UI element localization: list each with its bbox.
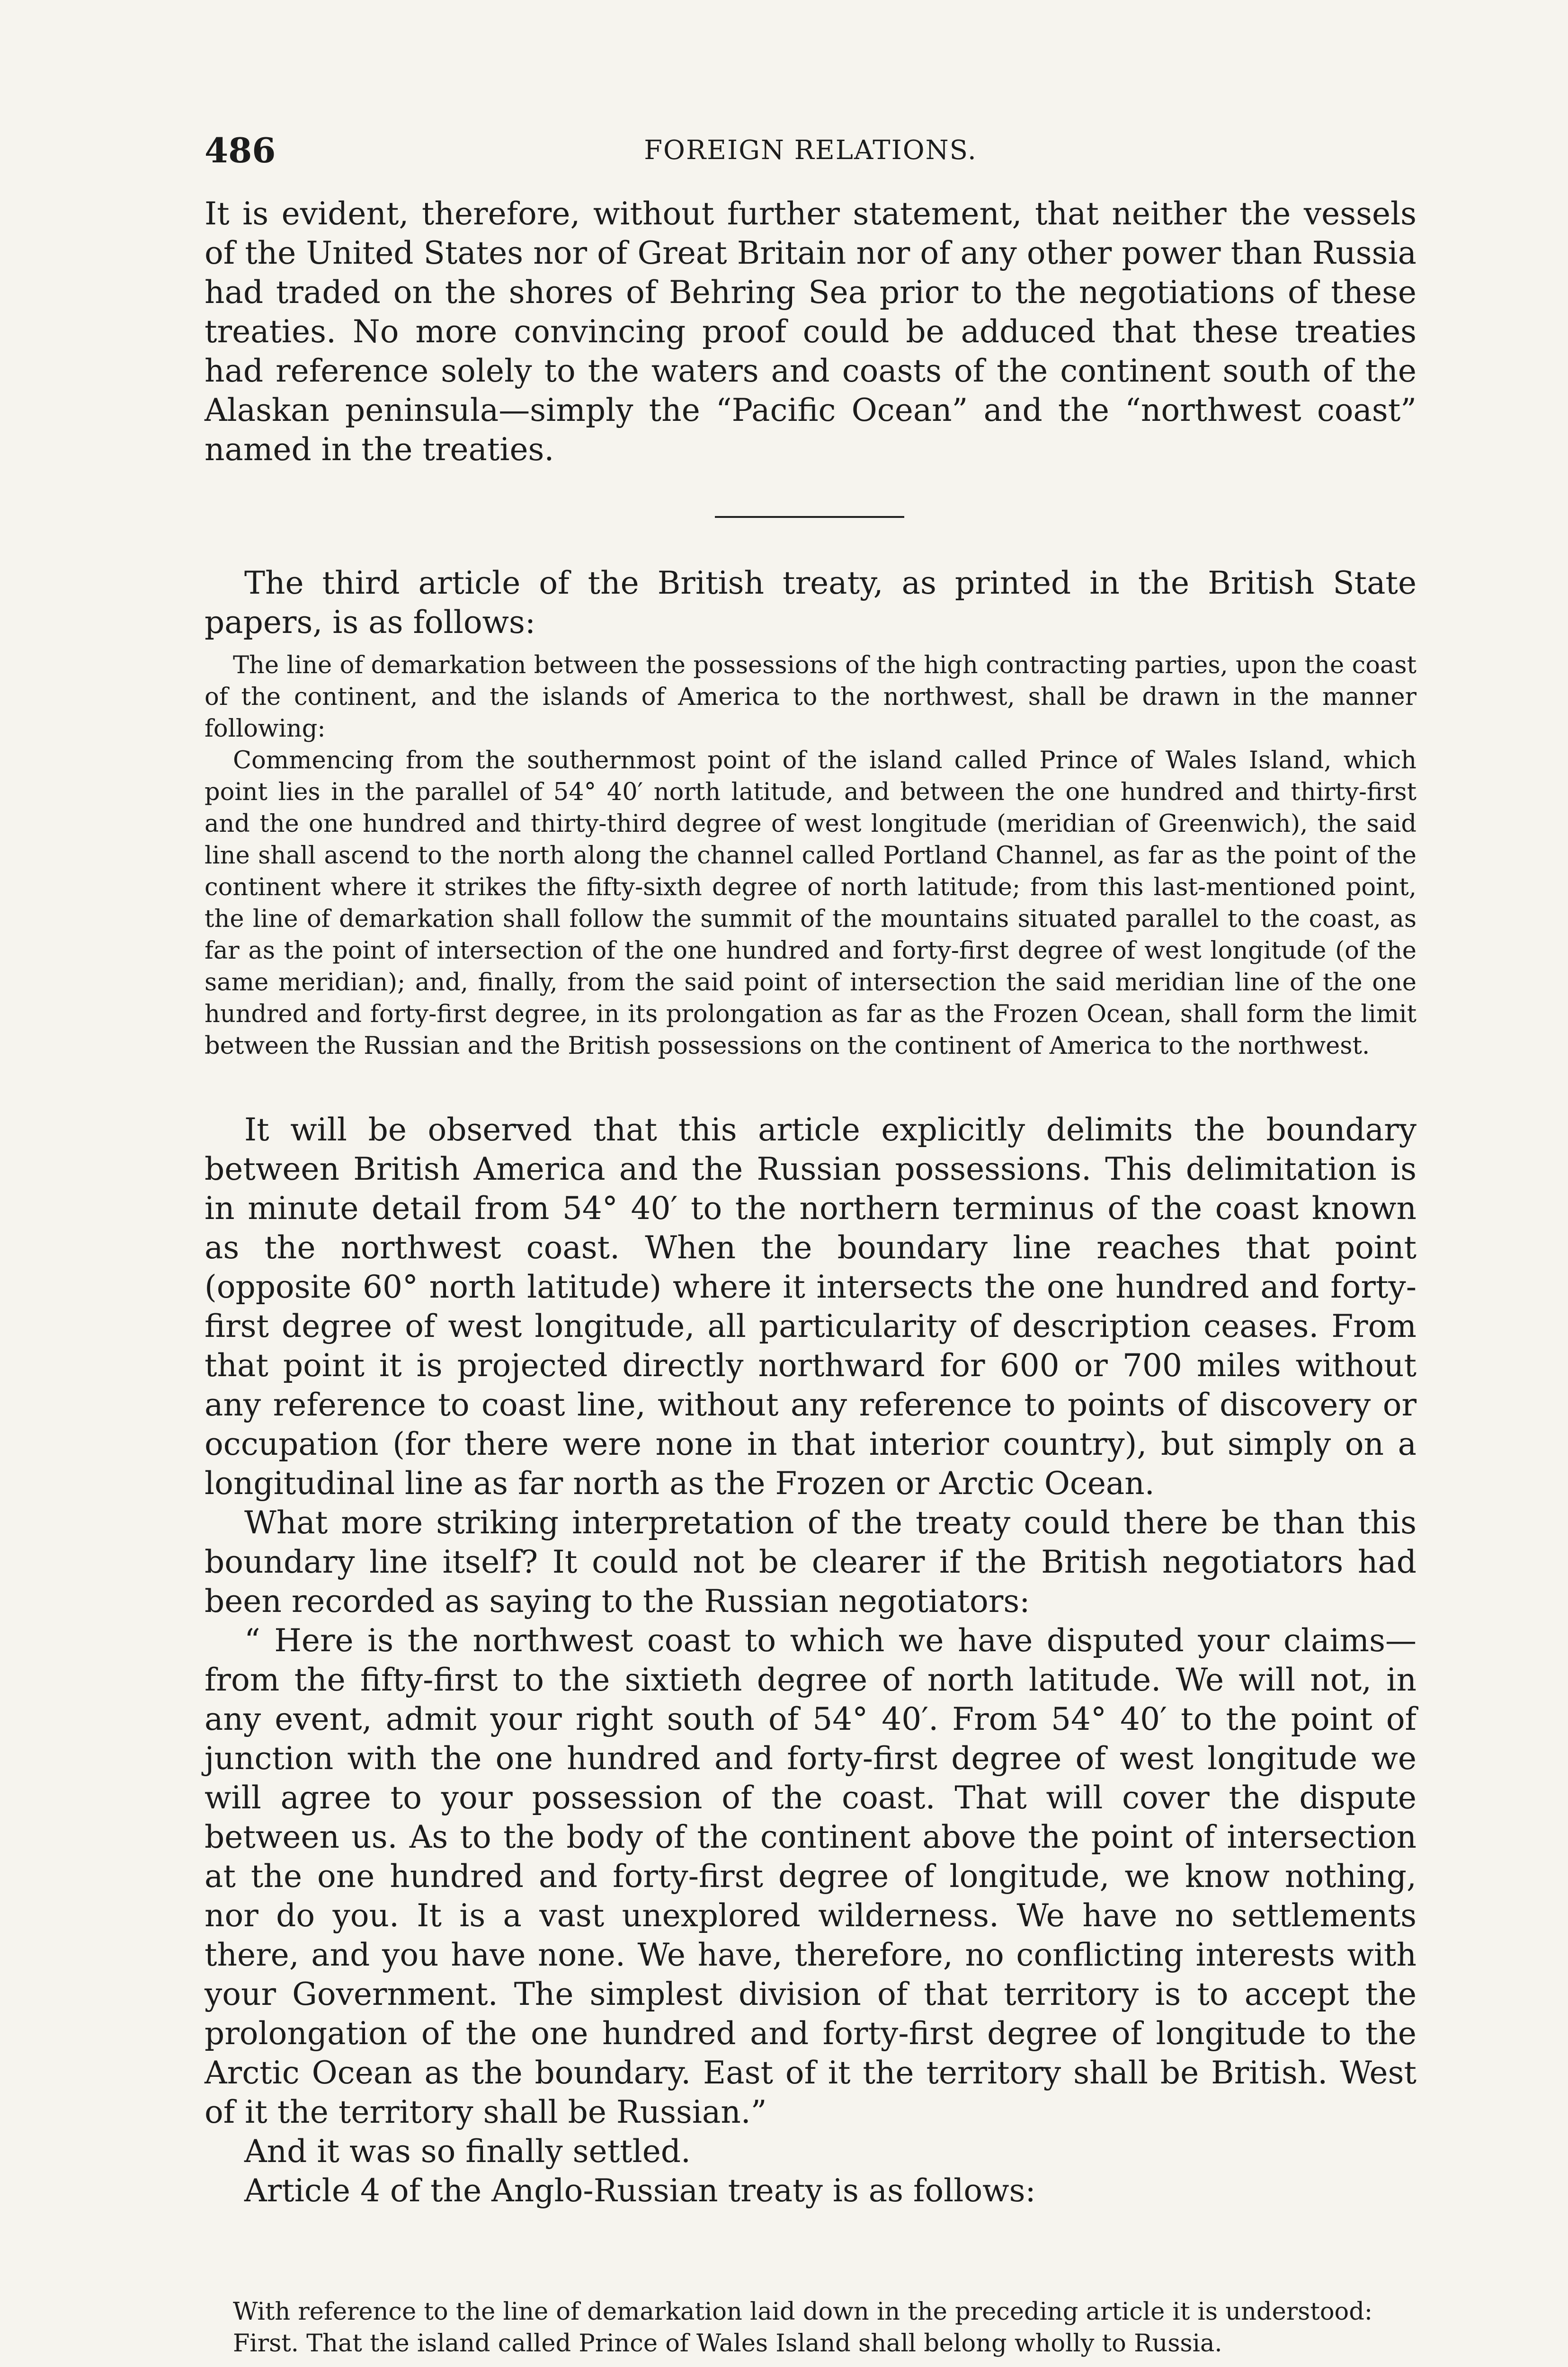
paragraph-settled: And it was so finally settled. xyxy=(244,2133,691,2170)
paragraph-third-article-intro: The third article of the British treaty, as printed in the British State papers, is as follows: xyxy=(205,565,1417,641)
paragraph-striking-interpretation: What more striking interpretation of the treaty could there be than this boundary line itself? It could not be clearer if the British negotiators had been recorded as saying to the Russian negotiators: xyxy=(205,1504,1417,1620)
paragraph-delimits-boundary: It will be observed that this article explicitly delimits the boundary between British America and the Russian possessions. This delimitation is in minute detail from 54° 40′ to the northern terminus of the coast known as the northwest coast. When the boundary line reaches that point (opposite 60° north latitude) where it intersects the one hundred and forty-first degree of west longitude, all particularity of description ceases. From that point it is projected directly northward for 600 or 700 miles without any reference to coast line, without any reference to points of discovery or occupation (for there were none in that interior country), but simply on a longitudinal line as far north as the Frozen or Arctic Ocean. xyxy=(205,1112,1417,1502)
paragraph-negotiators-quote: “ Here is the northwest coast to which we have disputed your claims—from the fifty-first to the sixtieth degree of north latitude. We will not, in any event, admit your right south of 54° 40′. From 54° 40′ to the point of junction with the one hundred and forty-first degree of west longitude we will agree to your possession of the coast. That will cover the dispute between us. As to the body of the continent above the point of intersection at the one hundred and forty-first degree of longitude, we know nothing, nor do you. It is a vast unexplored wilderness. We have no settlements there, and you have none. We have, therefore, no conflicting interests with your Government. The simplest division of that territory is to accept the prolongation of the one hundred and forty-first degree of longitude to the Arctic Ocean as the boundary. East of it the territory shall be British. West of it the territory shall be Russian.” xyxy=(205,1622,1417,2130)
paragraph-article-four-intro: Article 4 of the Anglo-Russian treaty is as follows: xyxy=(244,2172,1036,2209)
quote-demarkation-line: The line of demarkation between the possessions of the high contracting parties, upon the coast of the continent, and the islands of America to the northwest, shall be drawn in the manner following: xyxy=(205,651,1417,743)
page-number: 486 xyxy=(205,130,276,170)
quote-first-clause: First. That the island called Prince of Wales Island shall belong wholly to Russia. xyxy=(233,2330,1222,2358)
running-title: FOREIGN RELATIONS. xyxy=(644,135,977,166)
running-head xyxy=(205,127,1417,174)
paragraph-evidence: It is evident, therefore, without further statement, that neither the vessels of the United States nor of Great Britain nor of any other power than Russia had traded on the shores of Behring Sea prior to the negotiations of these treaties. No more convincing proof could be adduced that these treaties had reference solely to the waters and coasts of the continent south of the Alaskan peninsula—simply the “Pacific Ocean” and the “northwest coast” named in the treaties. xyxy=(205,196,1417,468)
quote-commencing: Commencing from the southernmost point of the island called Prince of Wales Island, which point lies in the parallel of 54° 40′ north latitude, and between the one hundred and thirty-first and the one hundred and thirty-third degree of west longitude (meridian of Greenwich), the said line shall ascend to the north along the channel called Portland Channel, as far as the point of the continent where it strikes the fifty-sixth degree of north latitude; from this last-mentioned point, the line of demarkation shall follow the summit of the mountains situated parallel to the coast, as far as the point of intersection of the one hundred and forty-first degree of west longitude (of the same meridian); and, finally, from the said point of intersection the said meridian line of the one hundred and forty-first degree, in its prolongation as far as the Frozen Ocean, shall form the limit between the Russian and the British possessions on the continent of America to the northwest. xyxy=(205,747,1417,1060)
quoted-article-four xyxy=(205,2296,1417,2359)
quote-reference-line: With reference to the line of demarkation laid down in the preceding article it is understood: xyxy=(233,2298,1373,2326)
body-block-intro xyxy=(205,194,1417,469)
body-block-analysis xyxy=(205,1110,1417,2210)
quoted-article-three xyxy=(205,650,1417,1062)
section-divider xyxy=(715,516,904,518)
body-block-third-article xyxy=(205,563,1417,642)
